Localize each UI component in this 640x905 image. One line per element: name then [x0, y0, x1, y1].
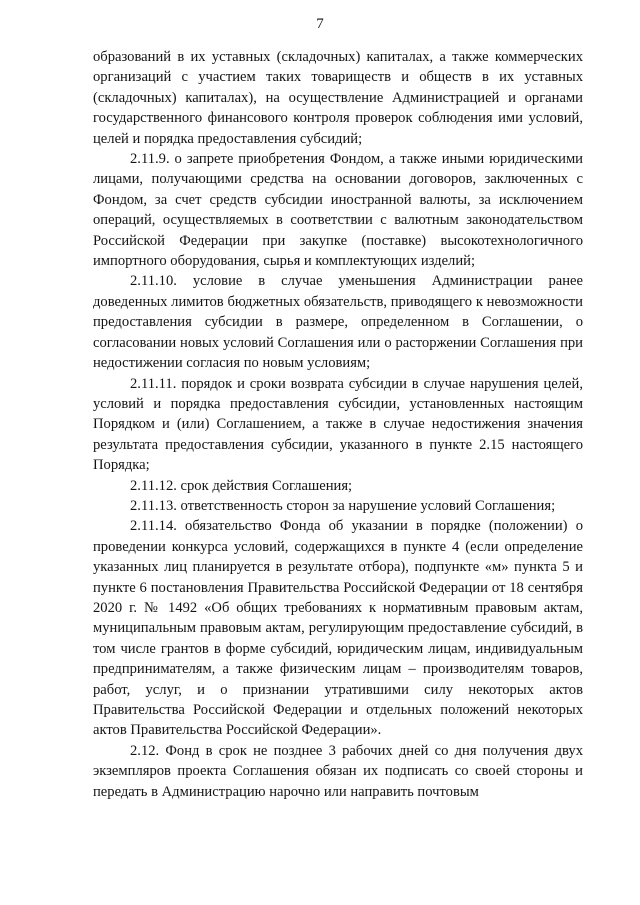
paragraph-2-11-13: 2.11.13. ответственность сторон за нарушение условий Соглашения; [130, 497, 556, 514]
page-number: 7 [316, 16, 324, 32]
paragraph-continuation: образований в их уставных (складочных) капиталах, а также коммерческих организаций с участием таких товариществ и обществ в их уставных (складочных) капиталах), на осуществление Администрацией и органами государственного финансового контроля проверок соблюдения ими условий, целей и порядка предоставления субсидий; [93, 49, 583, 147]
paragraph-2-11-12: 2.11.12. срок действия Соглашения; [130, 477, 353, 494]
paragraph-2-11-9: 2.11.9. о запрете приобретения Фондом, а также иными юридическими лицами, получающими средства на основании договоров, заключенных с Фондом, за счет средств субсидии иностранной валюты, за исключением операций, осуществляемых в соответствии с валютным законодательством Российской Федерации при закупке (поставке) высокотехнологичного импортного оборудования, сырья и комплектующих изделий; [93, 151, 583, 270]
paragraph-2-11-10: 2.11.10. условие в случае уменьшения Администрации ранее доведенных лимитов бюджетных обязательств, приводящего к невозможности предоставления субсидии в размере, определенном в Соглашении, о согласовании новых условий Соглашения или о расторжении Соглашения при недостижении согласия по новым условиям; [93, 273, 583, 372]
document-body [93, 47, 583, 802]
paragraph-2-11-14: 2.11.14. обязательство Фонда об указании в порядке (положении) о проведении конкурса условий, содержащихся в пункте 4 (если определение указанных лиц планируется в результате отбора), подпункте «м» пункта 5 и пункте 6 постановления Правительства Российской Федерации от 18 сентября 2020 г. № 1492 «Об общих требованиях к нормативным правовым актам, муниципальным правовым актам, регулирующим предоставление субсидий, в том числе грантов в форме субсидий, юридическим лицам, индивидуальным предпринимателям, а также физическим лицам – производителям товаров, работ, услуг, и о признании утратившими силу некоторых актов Правительства Российской Федерации и отдельных положений некоторых актов Правительства Российской Федерации». [93, 518, 583, 739]
paragraph-2-12: 2.12. Фонд в срок не позднее 3 рабочих дней со дня получения двух экземпляров проекта Соглашения обязан их подписать со своей стороны и передать в Администрацию нарочно или направить почтовым [93, 742, 583, 800]
paragraph-2-11-11: 2.11.11. порядок и сроки возврата субсидии в случае нарушения целей, условий и порядка предоставления субсидии, установленных настоящим Порядком и (или) Соглашением, а также в случае недостижения значения результата предоставления субсидии, указанного в пункте 2.15 настоящего Порядка; [93, 375, 583, 474]
